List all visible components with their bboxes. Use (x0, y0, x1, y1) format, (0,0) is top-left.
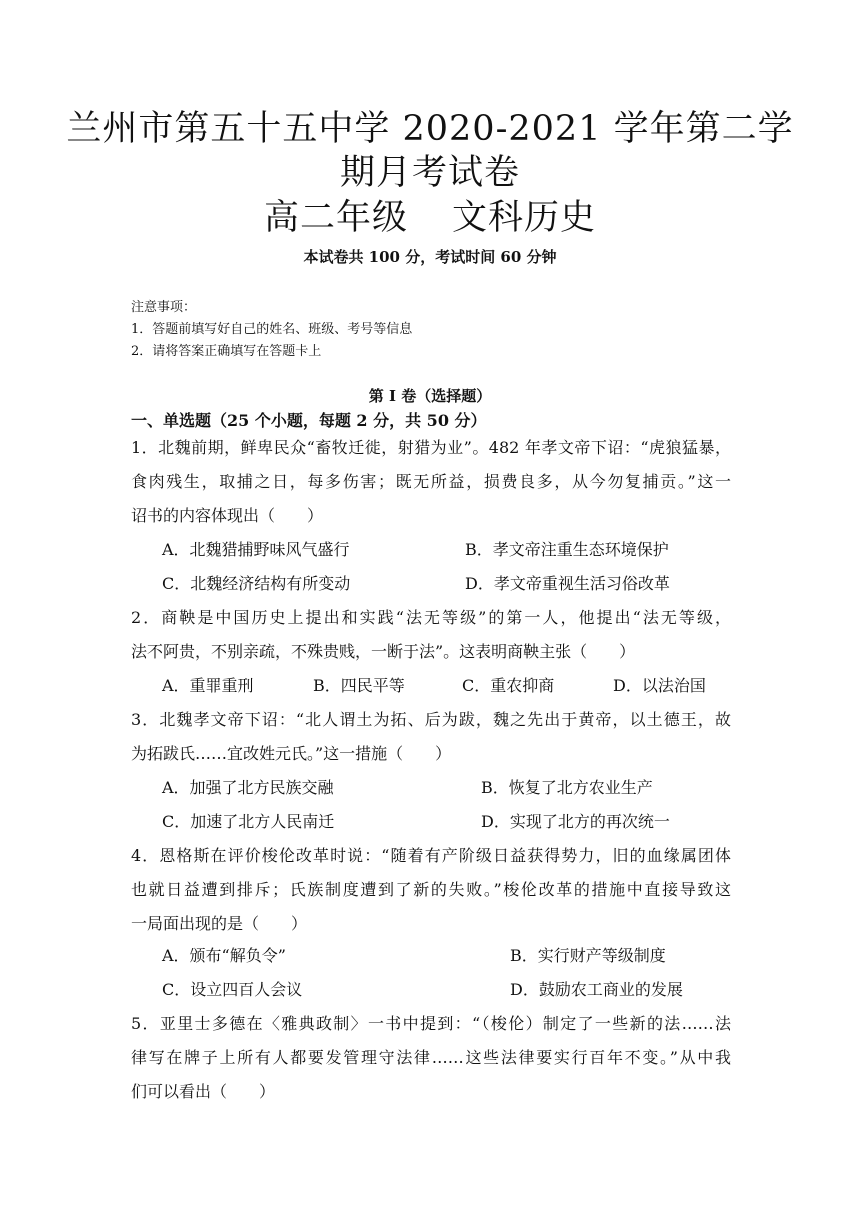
question-1-option-c: C．北魏经济结构有所变动 (162, 574, 351, 593)
question-1-option-a: A．北魏猎捕野味风气盛行 (162, 540, 350, 559)
question-3-option-c: C．加速了北方人民南迁 (162, 812, 335, 831)
subject-label: 文科历史 (452, 198, 597, 238)
question-2-line: 法不阿贵，不别亲疏，不殊贵贱，一断于法”。这表明商鞅主张（ ） (131, 642, 636, 661)
exam-title-line-3 (0, 198, 860, 238)
part-title: 一、单选题（25 个小题，每题 2 分，共 50 分） (131, 411, 487, 430)
question-3-line: 3．北魏孝文帝下诏：“北人谓土为拓、后为跋，魏之先出于黄帝，以土德王，故 (131, 710, 731, 729)
question-3-line: 为拓跋氏……宜改姓元氏。”这一措施（ ） (131, 744, 452, 763)
question-1-option-d: D．孝文帝重视生活习俗改革 (465, 574, 670, 593)
section-title: 第 I 卷（选择题） (368, 387, 492, 405)
notice-heading: 注意事项： (131, 300, 197, 315)
question-4-option-b: B．实行财产等级制度 (510, 946, 666, 965)
question-4-line: 4．恩格斯在评价梭伦改革时说：“随着有产阶级日益获得势力，旧的血缘属团体 (131, 846, 731, 865)
notice-item: 2．请将答案正确填写在答题卡上 (131, 344, 322, 359)
grade-label: 高二年级 (263, 198, 408, 238)
question-1-option-b: B．孝文帝注重生态环境保护 (465, 540, 669, 559)
question-4-line: 一局面出现的是（ ） (131, 914, 308, 933)
question-5-line: 律写在牌子上所有人都要发管理守法律……这些法律要实行百年不变。”从中我 (131, 1048, 731, 1067)
question-4-option-c: C．设立四百人会议 (162, 980, 303, 999)
question-4-line: 也就日益遭到排斥；氏族制度遭到了新的失败。”梭伦改革的措施中直接导致这 (131, 880, 731, 899)
question-2-option-d: D．以法治国 (613, 676, 706, 695)
notice-item: 1．答题前填写好自己的姓名、班级、考号等信息 (131, 322, 413, 337)
exam-title-line-1: 兰州市第五十五中学 2020-2021 学年第二学 (66, 109, 794, 149)
question-1-line: 1．北魏前期，鲜卑民众“畜牧迁徙，射猎为业”。482 年孝文帝下诏：“虎狼猛暴， (131, 438, 731, 457)
question-1-line: 诏书的内容体现出（ ） (131, 506, 324, 525)
question-3-option-a: A．加强了北方民族交融 (162, 778, 334, 797)
question-3-option-d: D．实现了北方的再次统一 (481, 812, 670, 831)
question-5-line: 5．亚里士多德在〈雅典政制〉一书中提到：“（梭伦）制定了一些新的法……法 (131, 1014, 731, 1033)
question-4-option-a: A．颁布“解负令” (162, 946, 286, 965)
question-2-option-b: B．四民平等 (313, 676, 405, 695)
exam-subtitle: 本试卷共 100 分，考试时间 60 分钟 (303, 248, 557, 266)
exam-title-line-2: 期月考试卷 (339, 153, 520, 193)
question-2-option-a: A．重罪重刑 (162, 676, 254, 695)
question-2-line: 2．商鞅是中国历史上提出和实践“法无等级”的第一人，他提出“法无等级， (131, 608, 731, 627)
question-4-option-d: D．鼓励农工商业的发展 (510, 980, 683, 999)
question-1-line: 食肉残生，取捕之日，每多伤害；既无所益，损费良多，从今勿复捕贡。”这一 (131, 472, 731, 491)
question-5-line: 们可以看出（ ） (131, 1082, 276, 1101)
question-3-option-b: B．恢复了北方农业生产 (481, 778, 653, 797)
question-2-option-c: C．重农抑商 (462, 676, 555, 695)
